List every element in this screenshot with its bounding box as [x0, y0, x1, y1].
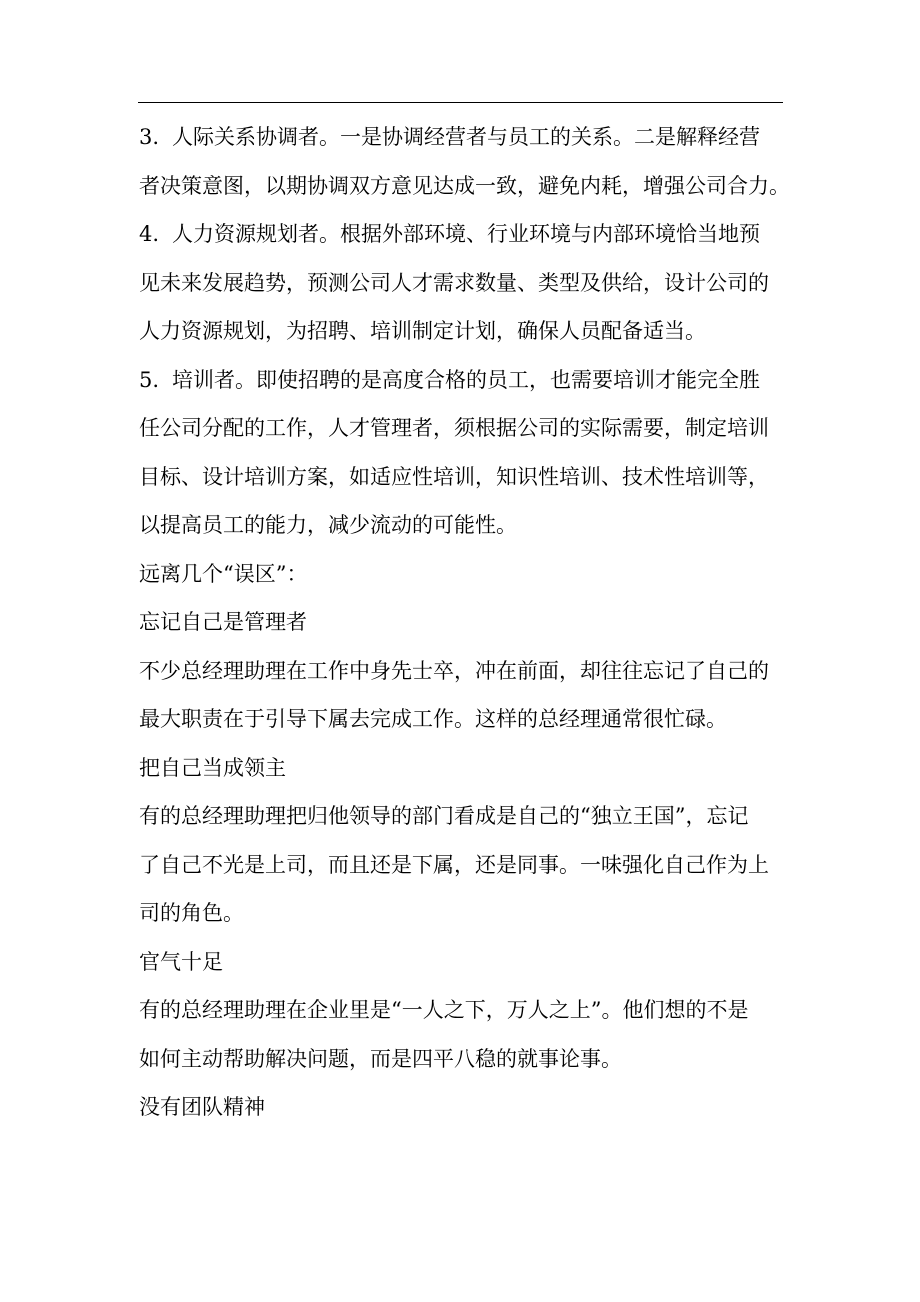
role-3-line-2: 者决策意图，以期协调双方意见达成一致，避免内耗，增强公司合力。 [139, 173, 790, 198]
paragraph-line: 不少总经理助理在工作中身先士卒，冲在前面，却往往忘记了自己的 [139, 658, 769, 683]
role-5-line-1 [139, 356, 789, 405]
paragraph-line: 有的总经理助理在企业里是“一人之下，万人之上”。他们想的不是 [139, 998, 749, 1022]
role-5-line-4: 以提高员工的能力，减少流动的可能性。 [139, 513, 517, 537]
role-3-line-1 [139, 113, 789, 162]
role-5-line-2: 任公司分配的工作，人才管理者，须根据公司的实际需要，制定培训 [139, 416, 769, 440]
list-number: 5. [139, 367, 160, 392]
subheading-no-team-spirit: 没有团队精神 [139, 1095, 265, 1119]
header-rule [138, 102, 783, 103]
misconceptions-heading: 远离几个“误区”： [139, 561, 308, 586]
paragraph-line: 有的总经理助理把归他领导的部门看成是自己的“独立王国”，忘记 [139, 804, 749, 828]
paragraph-line: 了自己不光是上司，而且还是下属，还是同事。一味强化自己作为上 [139, 852, 769, 877]
line-text: 人际关系协调者。一是协调经营者与员工的关系。二是解释经营 [172, 125, 760, 149]
line-text: 人力资源规划者。根据外部环境、行业环境与内部环境恰当地预 [172, 222, 760, 246]
subheading-lord: 把自己当成领主 [139, 755, 286, 780]
paragraph-line: 如何主动帮助解决问题，而是四平八稳的就事论事。 [139, 1046, 622, 1071]
subheading-forget-manager: 忘记自己是管理者 [139, 610, 307, 634]
list-number: 3. [139, 125, 160, 149]
paragraph-line: 最大职责在于引导下属去完成工作。这样的总经理通常很忙碌。 [139, 707, 727, 731]
document-body [139, 113, 789, 1132]
role-4-line-3: 人力资源规划，为招聘、培训制定计划，确保人员配备适当。 [139, 319, 706, 343]
role-4-line-1 [139, 210, 789, 259]
role-4-line-2: 见未来发展趋势，预测公司人才需求数量、类型及供给，设计公司的 [139, 270, 769, 295]
list-number: 4. [139, 222, 160, 246]
role-5-line-3: 目标、设计培训方案，如适应性培训，知识性培训、技术性培训等， [139, 464, 769, 489]
subheading-bureaucratic: 官气十足 [139, 949, 223, 974]
paragraph-line: 司的角色。 [139, 901, 244, 925]
line-text: 培训者。即使招聘的是高度合格的员工，也需要培训才能完全胜 [172, 367, 760, 392]
